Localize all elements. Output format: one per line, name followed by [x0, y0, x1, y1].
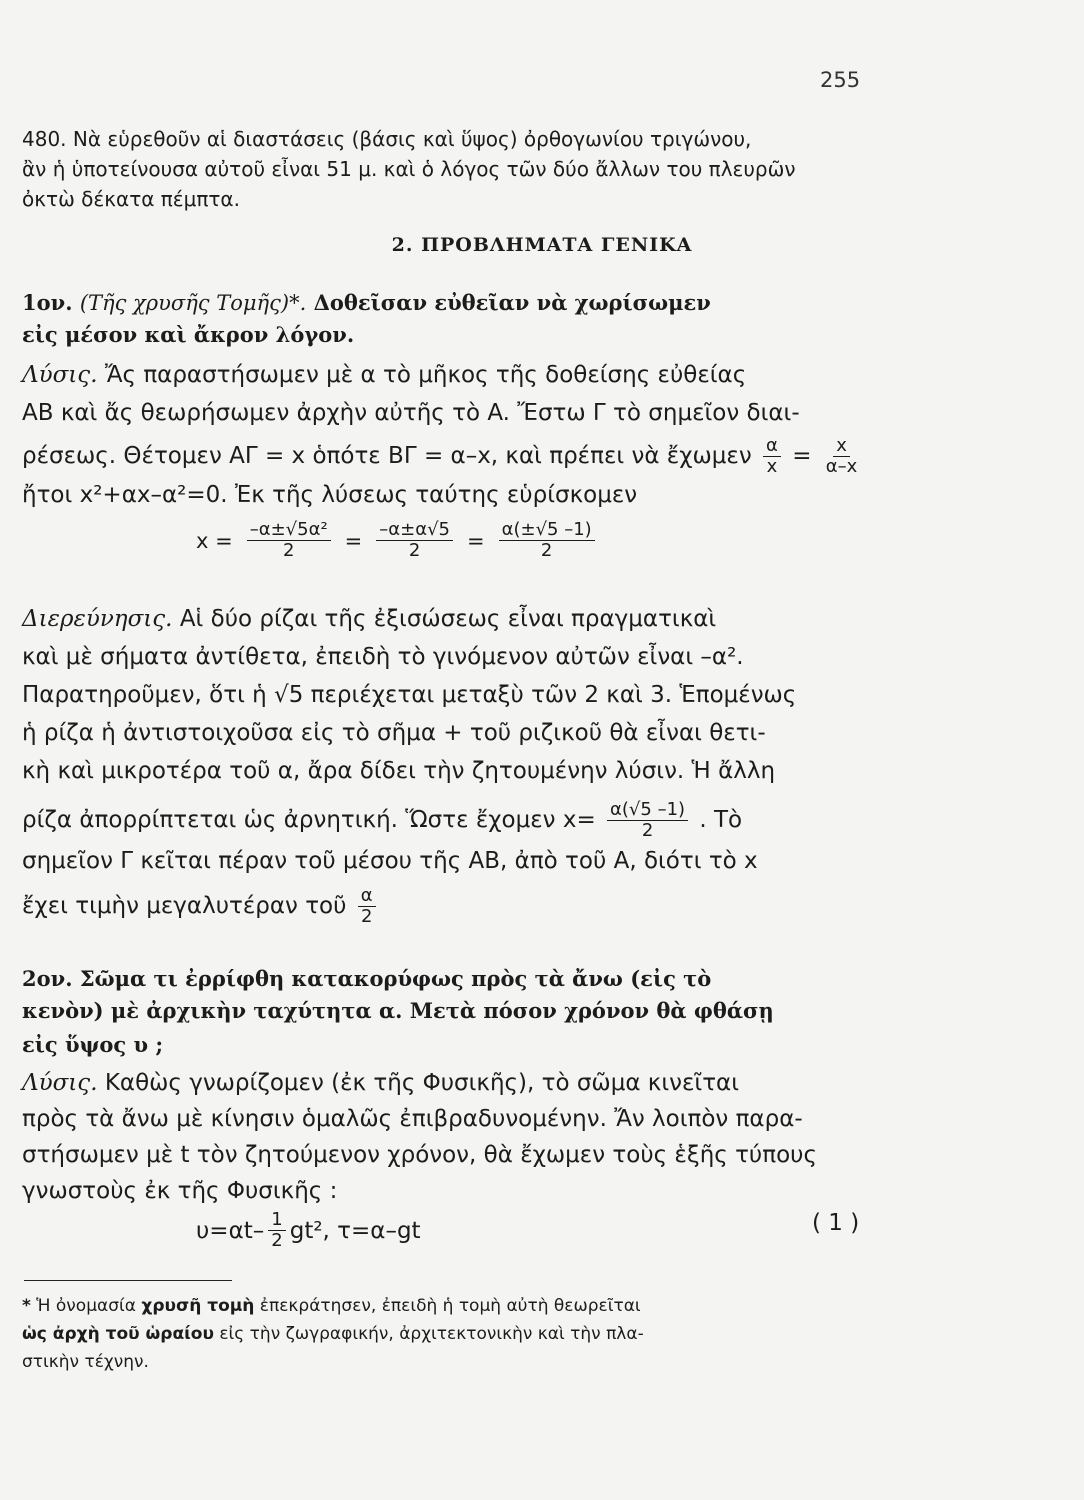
problem-2-title-line-2: κενὸν) μὲ ἀρχικὴν ταχύτητα α. Μετὰ πόσον χρόνον θὰ φθάσῃ [22, 998, 774, 1023]
formula-fraction-2: $\frac{-\alpha\pm\alpha√5}{2}$ [376, 520, 453, 561]
discussion-text: . Τὸ [699, 807, 743, 833]
discussion-text: ἔχει τιμὴν μεγαλυτέραν τοῦ [22, 893, 347, 919]
golden-ratio-fraction: $\frac{\alpha(√5 -1)}{2}$ [607, 800, 688, 841]
solution-label: Λύσις. [22, 362, 98, 388]
discussion-line-2: καὶ μὲ σήματα ἀντίθετα, ἐπειδὴ τὸ γινόμενον αὐτῶν εἶναι –α². [22, 644, 744, 670]
solution-1-line-4: ἤτοι x²+αx–α²=0. Ἐκ τῆς λύσεως ταύτης εὑρίσκομεν [22, 482, 638, 508]
equals-sign: = [344, 528, 363, 553]
solution-label: Λύσις. [22, 1070, 98, 1096]
equation-number: ( 1 ) [812, 1210, 860, 1236]
equation-part: gt², τ=α–gt [289, 1217, 421, 1244]
solution-text: Ἄς παραστήσωμεν μὲ α τὸ μῆκος τῆς δοθείσης εὐθείας [104, 362, 747, 388]
solution-1-line-3 [22, 436, 864, 477]
footnote-text: εἰς τὴν ζωγραφικήν, ἀρχιτεκτονικὴν καὶ τὴν πλα- [219, 1324, 644, 1344]
footnote-line-3: στικὴν τέχνην. [22, 1352, 149, 1372]
formula-fraction-1: $\frac{\text{–α±√5α²}}{2}$ [247, 520, 331, 561]
half-fraction: $\frac{1}{2}$ [268, 1210, 285, 1251]
footnote-line-1 [22, 1294, 864, 1319]
solution-text: ρέσεως. Θέτομεν AΓ = x ὁπότε BΓ = α–x, καὶ πρέπει νὰ ἔχωμεν [22, 443, 752, 469]
ratio-fraction-1: $\frac{\alpha}{x}$ [763, 436, 781, 477]
footnote-bold: χρυσῆ τομὴ [141, 1296, 255, 1316]
formula-lhs: x = [196, 528, 233, 553]
section-heading: 2. ΠΡΟΒΛΗΜΑΤΑ ΓΕΝΙΚΑ [391, 234, 693, 256]
problem-480-line-1: 480. Νὰ εὑρεθοῦν αἱ διαστάσεις (βάσις καὶ ὕψος) ὀρθογωνίου τριγώνου, [22, 127, 752, 151]
solution-1-line-2: AB καὶ ἄς θεωρήσωμεν ἀρχὴν αὐτῆς τὸ A. Ἔστω Γ τὸ σημεῖον διαι- [22, 400, 800, 426]
equals-sign: = [467, 528, 485, 553]
discussion-line-6 [22, 800, 864, 841]
motion-equations [196, 1210, 756, 1251]
discussion-text: ρίζα ἀπορρίπτεται ὡς ἀρνητική. Ὥστε ἔχομεν x= [22, 807, 596, 833]
discussion-text: Αἱ δύο ρίζαι τῆς ἐξισώσεως εἶναι πραγματικαὶ [179, 606, 717, 632]
ratio-fraction-2: $\frac{x}{\alpha-x}$ [825, 435, 858, 477]
solution-2-line-3: στήσωμεν μὲ t τὸν ζητούμενον χρόνον, θὰ ἔχωμεν τοὺς ἑξῆς τύπους [22, 1142, 817, 1168]
problem-2-title-line-3: εἰς ὕψος υ ; [22, 1032, 164, 1057]
problem-2-title-line-1 [22, 964, 864, 994]
footnote-rule [24, 1280, 232, 1281]
formula-fraction-3: $\frac{\alpha(\pm√5 -1)}{2}$ [499, 520, 595, 561]
problem-480-line-2: ἂν ἡ ὑποτείνουσα αὐτοῦ εἶναι 51 μ. καὶ ὁ λόγος τῶν δύο ἄλλων του πλευρῶν [22, 157, 796, 181]
equation-part: υ=αt– [196, 1217, 265, 1244]
problem-1-title-line-2: εἰς μέσον καὶ ἄκρον λόγον. [22, 322, 355, 347]
footnote-line-2 [22, 1322, 864, 1347]
problem-1-title-rest: Δοθεῖσαν εὐθεῖαν νὰ χωρίσωμεν [313, 290, 711, 315]
problem-1-italic-title: (Τῆς χρυσῆς Τομῆς)*. [79, 291, 307, 315]
footnote-text: Ἡ ὀνομασία [36, 1296, 136, 1316]
problem-2-title: Σῶμα τι ἐρρίφθη κατακορύφως πρὸς τὰ ἄνω (εἰς τὸ [79, 966, 712, 991]
discussion-line-8 [22, 886, 864, 927]
solution-2-line-1 [22, 1068, 864, 1098]
equals-sign: = [792, 443, 812, 469]
solution-2-line-4: γνωστοὺς ἐκ τῆς Φυσικῆς : [22, 1178, 338, 1204]
problem-480-line-3: ὀκτὼ δέκατα πέμπτα. [22, 187, 240, 211]
problem-1-title [22, 288, 864, 318]
discussion-line-7: σημεῖον Γ κεῖται πέραν τοῦ μέσου τῆς AB, ἀπὸ τοῦ A, διότι τὸ x [22, 848, 758, 874]
solution-text: Καθὼς γνωρίζομεν (ἐκ τῆς Φυσικῆς), τὸ σῶμα κινεῖται [104, 1070, 739, 1096]
root-formula [196, 520, 599, 561]
page-number: 255 [820, 68, 861, 92]
problem-1-label: 1ον. [22, 290, 73, 315]
discussion-line-3: Παρατηροῦμεν, ὅτι ἡ √5 περιέχεται μεταξὺ τῶν 2 καὶ 3. Ἑπομένως [22, 682, 797, 708]
footnote-marker: * [22, 1296, 31, 1316]
solution-2-line-2: πρὸς τὰ ἄνω μὲ κίνησιν ὁμαλῶς ἐπιβραδυνομένην. Ἄν λοιπὸν παρα- [22, 1106, 803, 1132]
discussion-line-5: κὴ καὶ μικροτέρα τοῦ α, ἄρα δίδει τὴν ζητουμένην λύσιν. Ἡ ἄλλη [22, 758, 776, 784]
problem-2-label: 2ον. [22, 966, 73, 991]
footnote-text: ἐπεκράτησεν, ἐπειδὴ ἡ τομὴ αὐτὴ θεωρεῖται [259, 1296, 641, 1316]
discussion-label: Διερεύνησις. [22, 606, 173, 632]
discussion-line-1 [22, 604, 864, 634]
discussion-line-4: ἡ ρίζα ἡ ἀντιστοιχοῦσα εἰς τὸ σῆμα + τοῦ ριζικοῦ θὰ εἶναι θετι- [22, 720, 766, 746]
half-alpha-fraction: $\frac{\alpha}{2}$ [358, 886, 376, 927]
footnote-bold: ὡς ἀρχὴ τοῦ ὡραίου [22, 1324, 214, 1344]
solution-1-line-1 [22, 360, 864, 390]
